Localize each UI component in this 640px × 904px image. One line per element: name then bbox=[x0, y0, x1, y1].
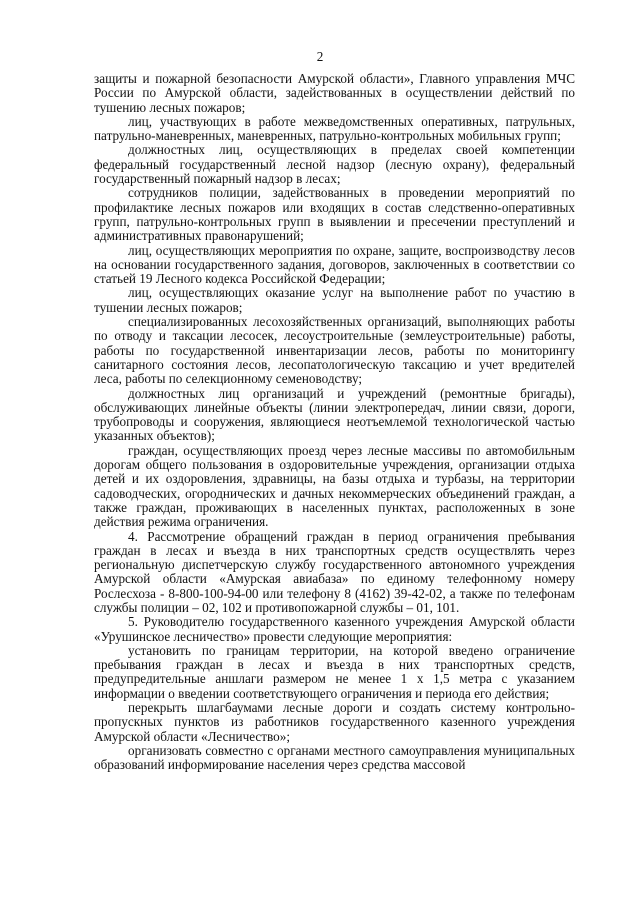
paragraph: лиц, участвующих в работе межведомственных оперативных, патрульных, патрульно-маневренных, маневренных, патрульно-контрольных мобильных групп; bbox=[94, 113, 575, 144]
page-number: 2 bbox=[316, 49, 324, 64]
paragraph: установить по границам территории, на которой введено ограничение пребывания граждан в лесах и въезда в них транспортных средств, предупредительные аншлаги размером не менее 1 х 1,5 метра с указанием информации о введении соответствующего ограничения и периода его действия; bbox=[94, 642, 575, 701]
paragraph: перекрыть шлагбаумами лесные дороги и создать систему контрольно-пропускных пунктов из работников государственного казенного учреждения Амурской области «Лесничество»; bbox=[94, 700, 575, 744]
paragraph: сотрудников полиции, задействованных в проведении мероприятий по профилактике лесных пожаров или входящих в состав следственно-оперативных групп, патрульно-контрольных групп в выявлении и пресечении преступлений и административных правонарушений; bbox=[94, 185, 575, 244]
paragraph: лиц, осуществляющих оказание услуг на выполнение работ по участию в тушении лесных пожаров; bbox=[94, 285, 575, 315]
paragraph: граждан, осуществляющих проезд через лесные массивы по автомобильным дорогам общего пользования в оздоровительные учреждения, организации отдыха детей и их оздоровления, здравницы, на базы отдыха и турбазы, на территории садоводческих, огороднических и дачных некоммерческих объединений граждан, а также граждан, проживающих в населенных пунктах, расположенных в зоне действия режима ограничения. bbox=[94, 442, 575, 530]
paragraph-item-4: 4. Рассмотрение обращений граждан в период ограничения пребывания граждан в лесах и въезда в них транспортных средств осуществлять через региональную диспетчерскую службу государственного автономного учреждения Амурской области «Амурская авиабаза» по единому телефонному номеру Рослесхоза - 8-800-100-94-00 или телефону 8 (4162) 39-42-02, а также по телефонам службы полиции – 02, 102 и противопожарной службы – 01, 101. bbox=[94, 528, 575, 615]
document-body bbox=[94, 72, 575, 773]
paragraph: лиц, осуществляющих мероприятия по охране, защите, воспроизводству лесов на основании государственного задания, договоров, заключенных в соответствии со статьей 19 Лесного кодекса Российской Федерации; bbox=[94, 242, 575, 287]
paragraph: специализированных лесохозяйственных организаций, выполняющих работы по отводу и таксации лесосек, лесоустроительные (землеустроительные) работы, работы по государственной инвентаризации лесов, работы по мониторингу санитарного состояния лесов, лесопатологическую таксацию и учет вредителей леса, работы по селекционному семеноводству; bbox=[94, 314, 575, 387]
paragraph: должностных лиц организаций и учреждений (ремонтные бригады), обслуживающих линейные объекты (линии электропередач, линии связи, дороги, трубопроводы и сооружения, являющиеся неотъемлемой технологической частью указанных объектов); bbox=[94, 385, 575, 444]
paragraph: организовать совместно с органами местного самоуправления муниципальных образований информирование населения через средства массовой bbox=[94, 742, 575, 773]
paragraph-item-5: 5. Руководителю государственного казенного учреждения Амурской области «Урушинское лесничество» провести следующие мероприятия: bbox=[94, 614, 575, 644]
paragraph: должностных лиц, осуществляющих в пределах своей компетенции федеральный государственный лесной надзор (лесную охрану), федеральный государственный пожарный надзор в лесах; bbox=[94, 142, 575, 187]
paragraph-continuation: защиты и пожарной безопасности Амурской области», Главного управления МЧС России по Амурской области, задействованных в осуществлении действий по тушению лесных пожаров; bbox=[94, 71, 575, 115]
